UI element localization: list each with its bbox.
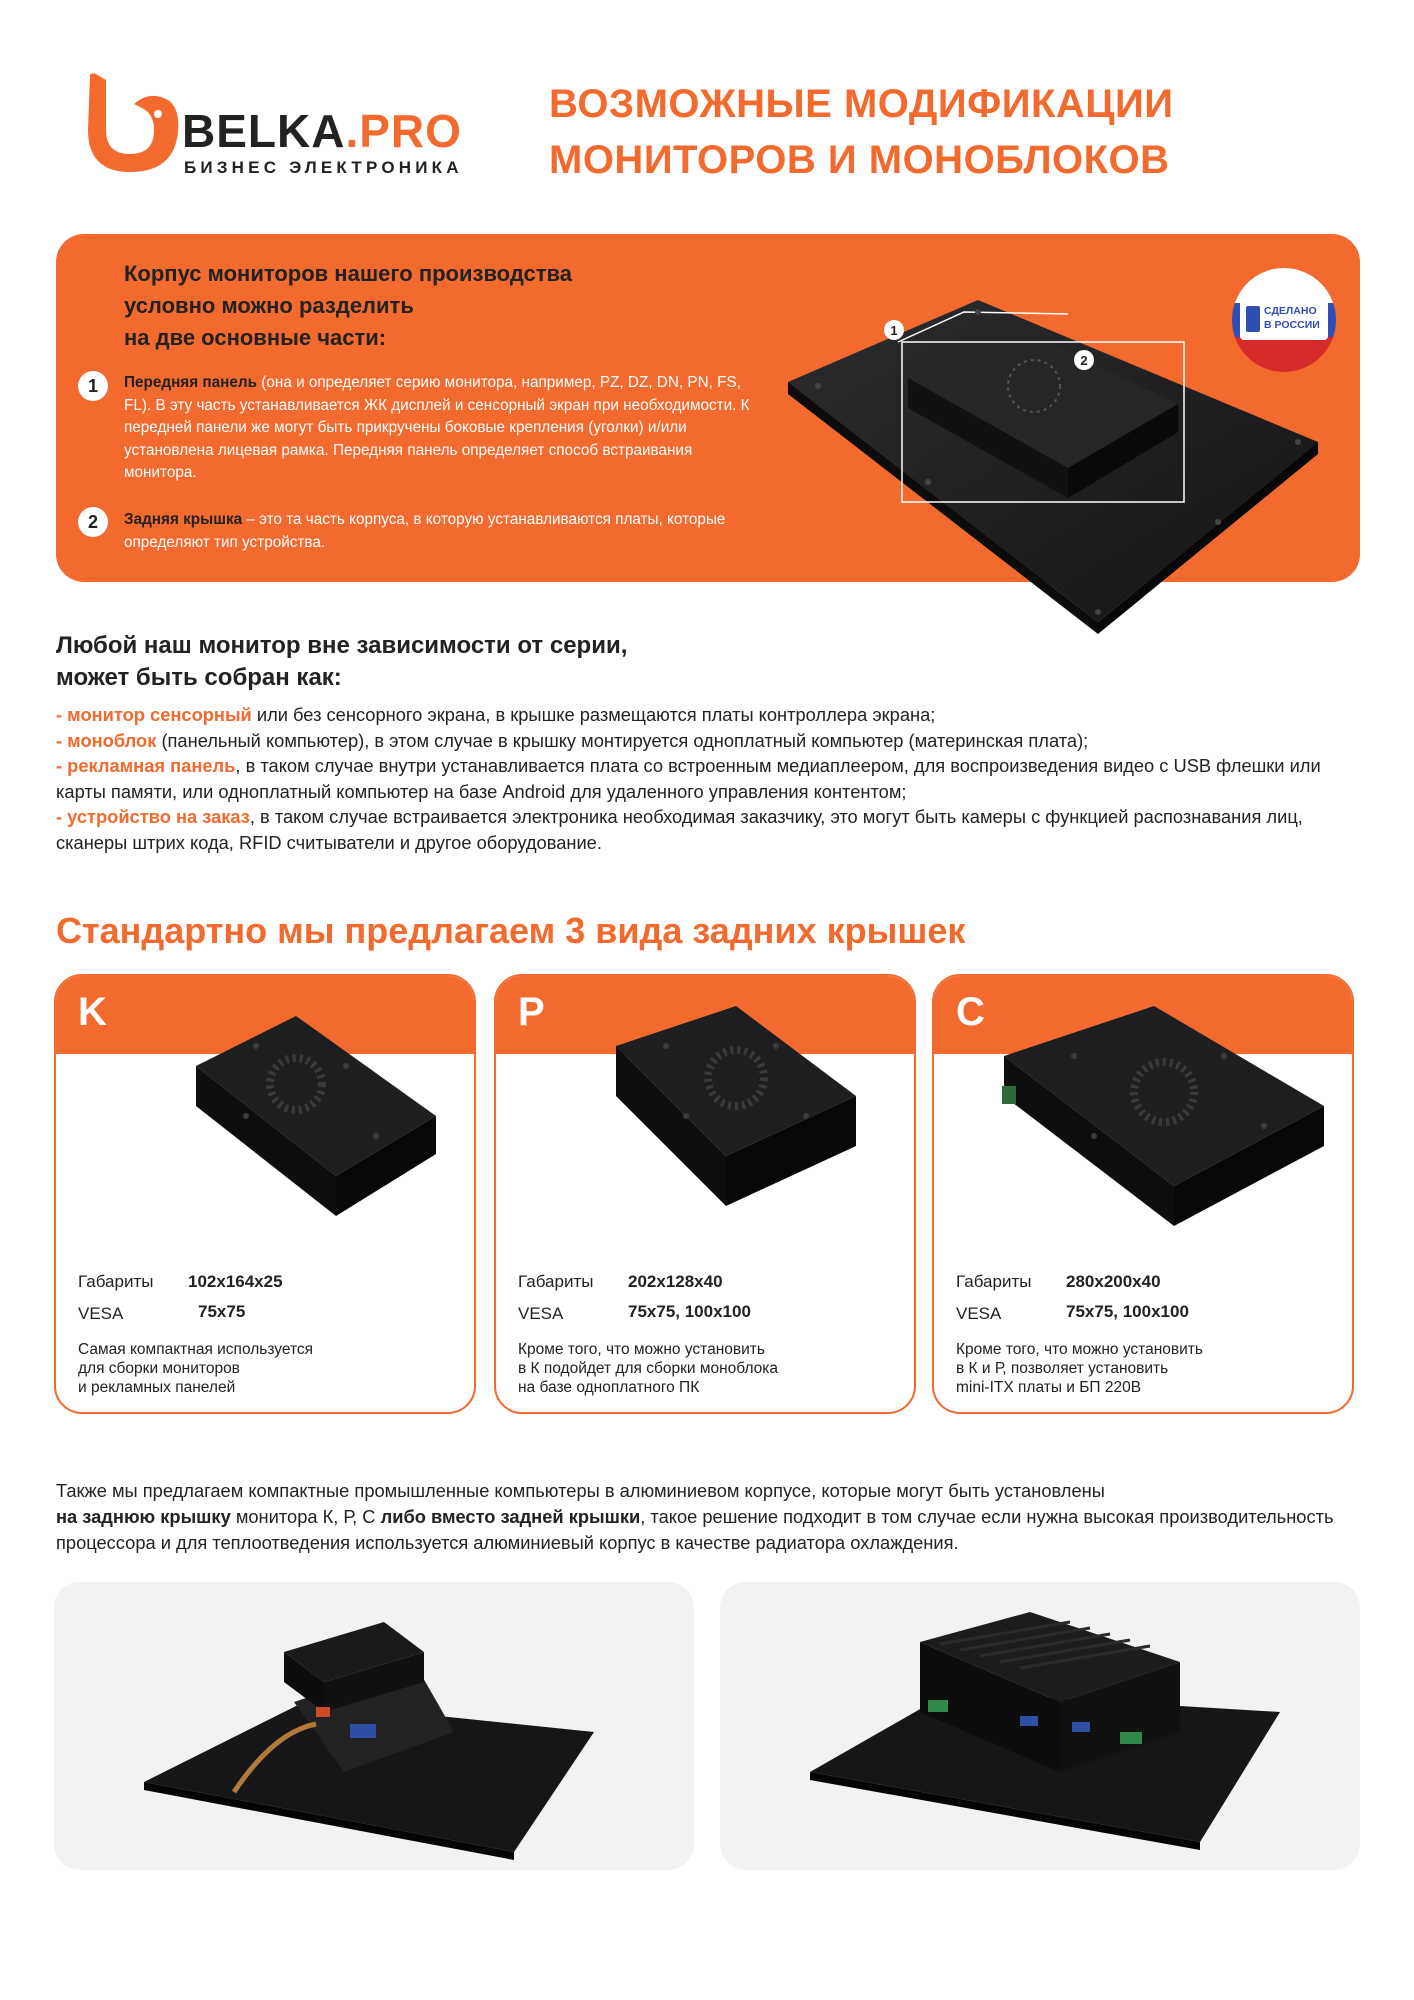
assembly-title: Любой наш монитор вне зависимости от серии, может быть собран как:: [56, 632, 628, 691]
vesa-label: VESA: [956, 1304, 1002, 1323]
dims-label: Габариты: [78, 1272, 154, 1291]
brand-logo-icon: [84, 72, 180, 176]
vesa-label: VESA: [78, 1304, 124, 1323]
photo-pc-instead-of-cover: [720, 1582, 1360, 1870]
intro-heading: Корпус мониторов нашего производства условно можно разделить на две основные части:: [124, 261, 572, 350]
cover-letter: P: [518, 990, 545, 1034]
cover-letter: K: [78, 990, 107, 1034]
photo-pc-on-cover: [54, 1582, 694, 1870]
monitor-with-pc-image: [54, 1582, 694, 1870]
vesa-value: 75x75: [198, 1302, 246, 1321]
cover-description: Кроме того, что можно установить в К подойдет для сборки моноблока на базе одноплатного ПК: [518, 1341, 779, 1396]
vesa-value: 75x75, 100x100: [1066, 1302, 1189, 1321]
list-item: - монитор сенсорный или без сенсорного экрана, в крышке размещаются платы контроллера экрана;: [56, 704, 936, 725]
dims-label: Габариты: [956, 1272, 1032, 1291]
cover-c-image: [994, 1006, 1334, 1236]
dims-value: 102x164x25: [188, 1272, 283, 1291]
list-item: - рекламная панель, в таком случае внутри устанавливается плата со встроенным медиаплеером, для воспроизведения видео с USB флешки или карты памяти, или одноплатный компьютер на базе Android для удаленного управления контентом;: [56, 755, 1321, 802]
dims-value: 202x128x40: [628, 1272, 723, 1291]
vesa-label: VESA: [518, 1304, 564, 1323]
list-item: - моноблок (панельный компьютер), в этом случае в крышку монтируется одноплатный компьютер (материнская плата);: [56, 729, 1089, 751]
dims-label: Габариты: [518, 1272, 594, 1291]
cover-card-p: [494, 974, 916, 1414]
assembly-list: [56, 702, 1356, 855]
industrial-pc-description: Также мы предлагаем компактные промышленные компьютеры в алюминиевом корпусе, которые могут быть установлены на заднюю крышку монитора К, Р, С либо вместо задней крышки, такое решение подходит в том случае если нужна высокая производительность процессора и для теплоотведения используется алюминиевый корпус в качестве радиатора охлаждения.: [56, 1480, 1334, 1553]
cover-k-image: [186, 1006, 446, 1236]
callout-2: 2: [1080, 353, 1088, 368]
list-item: - устройство на заказ, в таком случае встраивается электроника необходимая заказчику, это могут быть камеры с функцией распознавания лиц, сканеры штрих кода, RFID считыватели и другое оборудование.: [56, 806, 1303, 853]
cover-description: Кроме того, что можно установить в К и Р, позволяет установить mini-ITX платы и БП 220В: [956, 1341, 1203, 1396]
brand-subtitle: БИЗНЕС ЭЛЕКТРОНИКА: [184, 158, 463, 177]
intro-item-front-panel: Передняя панель (она и определяет серию монитора, например, PZ, DZ, DN, PN, FS, FL). В эту часть устанавливается ЖК дисплей и сенсорный экран при необходимости. К передней панели же могут быть прикручены боковые крепления (уголки) и/или установлена лицевая рамка. Передняя панель определяет способ встраивания монитора.: [124, 374, 750, 481]
dims-value: 280x200x40: [1066, 1272, 1161, 1291]
page-title: ВОЗМОЖНЫЕ МОДИФИКАЦИИ МОНИТОРОВ И МОНОБЛОКОВ: [549, 82, 1174, 182]
intro-item-2-number: 2: [78, 507, 108, 537]
vesa-value: 75x75, 100x100: [628, 1302, 751, 1321]
made-in-russia-badge: СДЕЛАНО В РОССИИ: [1232, 268, 1336, 372]
cover-p-image: [606, 1006, 866, 1236]
covers-title: Стандартно мы предлагаем 3 вида задних крышек: [56, 910, 966, 951]
callout-1: 1: [890, 323, 898, 338]
cover-card-c: [932, 974, 1354, 1414]
cover-card-k: [54, 974, 476, 1414]
monitor-with-fanless-pc-image: [720, 1582, 1360, 1870]
cover-letter: C: [956, 990, 985, 1034]
cover-description: Самая компактная используется для сборки мониторов и рекламных панелей: [78, 1341, 314, 1396]
brand-name: BELKA.PRO: [182, 105, 462, 157]
intro-item-1-number: 1: [78, 371, 108, 401]
flag-icon: [1246, 306, 1260, 332]
intro-item-back-cover: Задняя крышка – это та часть корпуса, в которую устанавливаются платы, которые определяют тип устройства.: [124, 511, 726, 551]
